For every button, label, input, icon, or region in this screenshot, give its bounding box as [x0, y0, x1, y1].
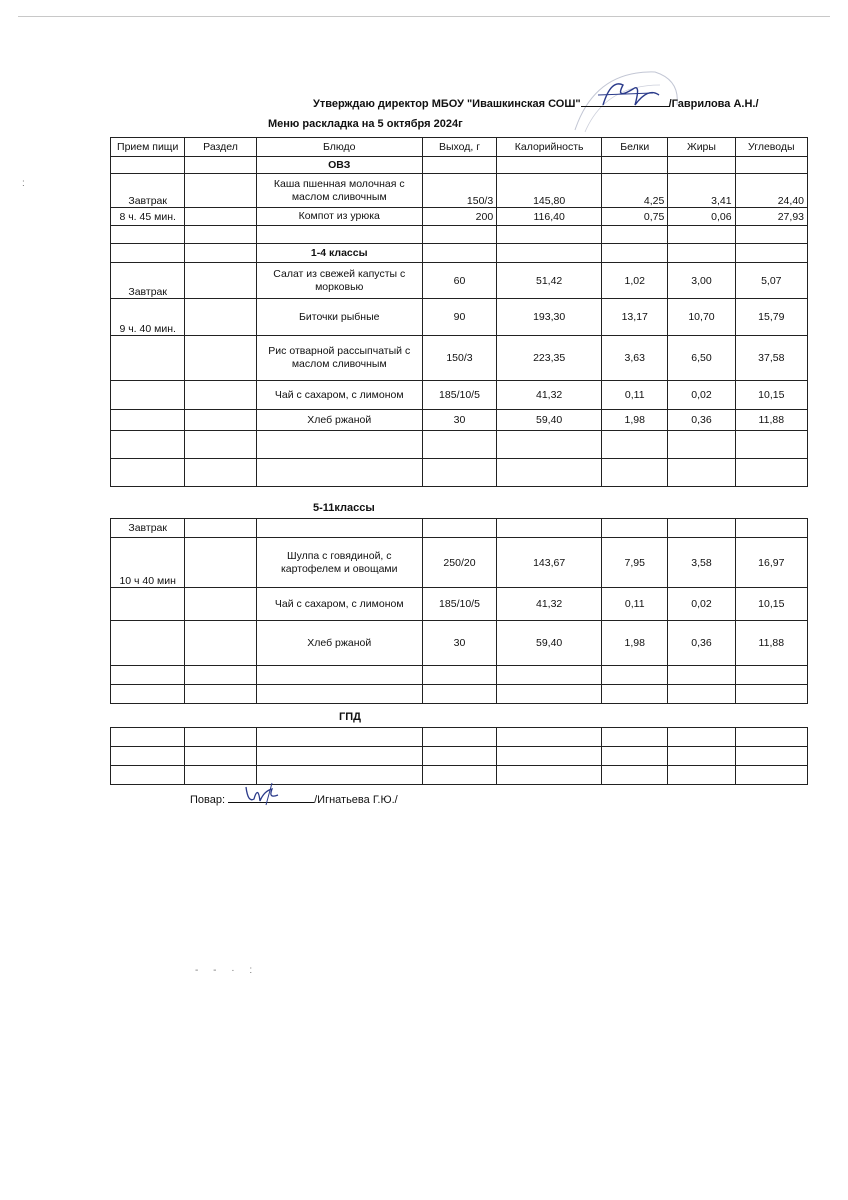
dish-protein: 13,17	[602, 299, 668, 336]
dish-protein: 0,11	[602, 588, 668, 621]
section-title-senior: 5-11классы	[313, 502, 375, 514]
col-header: Выход, г	[422, 138, 496, 157]
table-row	[111, 410, 808, 431]
dish-fat: 3,00	[668, 263, 735, 299]
dish-name: Хлеб ржаной	[256, 621, 422, 666]
table-row	[111, 621, 808, 666]
dish-carbs: 37,58	[735, 336, 807, 381]
empty-row	[111, 685, 808, 704]
table-row	[111, 588, 808, 621]
dish-carbs: 5,07	[735, 263, 807, 299]
meal-label: Завтрак	[111, 263, 185, 299]
dish-protein: 1,98	[602, 410, 668, 431]
menu-table-main	[110, 137, 808, 487]
dish-protein: 3,63	[602, 336, 668, 381]
dish-name: Чай с сахаром, с лимоном	[256, 588, 422, 621]
meal-time: 10 ч 40 мин	[111, 538, 185, 588]
empty-row	[111, 728, 808, 747]
dish-carbs: 10,15	[735, 588, 807, 621]
dish-kcal: 41,32	[497, 381, 602, 410]
table-row	[111, 336, 808, 381]
col-header: Углеводы	[735, 138, 807, 157]
col-header: Блюдо	[256, 138, 422, 157]
cook-name: /Игнатьева Г.Ю./	[314, 794, 398, 806]
section-row-primary	[111, 244, 808, 263]
empty-row	[111, 747, 808, 766]
table-header-row	[111, 138, 808, 157]
dish-kcal: 59,40	[497, 410, 602, 431]
dish-output: 250/20	[422, 538, 496, 588]
cook-signature	[228, 793, 314, 803]
table-row	[111, 381, 808, 410]
empty-row	[111, 459, 808, 487]
dish-output: 150/3	[422, 174, 496, 208]
dish-carbs: 11,88	[735, 621, 807, 666]
dish-protein: 4,25	[602, 174, 668, 208]
dish-fat: 3,41	[668, 174, 735, 208]
empty-row	[111, 766, 808, 785]
section-label: 1-4 классы	[256, 244, 422, 263]
dish-name: Салат из свежей капусты с морковью	[256, 263, 422, 299]
cook-label: Повар:	[190, 794, 226, 806]
dish-carbs: 27,93	[735, 208, 807, 226]
col-header: Раздел	[185, 138, 256, 157]
dish-protein: 1,02	[602, 263, 668, 299]
dish-carbs: 24,40	[735, 174, 807, 208]
dish-name: Каша пшенная молочная с маслом сливочным	[256, 174, 422, 208]
dish-fat: 0,36	[668, 410, 735, 431]
director-signature	[581, 97, 669, 107]
menu-table-gpd	[110, 727, 808, 785]
dish-output: 60	[422, 263, 496, 299]
approval-line	[313, 97, 759, 110]
table-row	[111, 263, 808, 299]
page-title: Меню раскладка на 5 октября 2024г	[268, 118, 463, 130]
dish-name: Шулпа с говядиной, с картофелем и овощами	[256, 538, 422, 588]
empty-row	[111, 431, 808, 459]
table-row	[111, 519, 808, 538]
section-title-gpd: ГПД	[339, 711, 361, 723]
meal-label: Завтрак	[111, 519, 185, 538]
dish-kcal: 51,42	[497, 263, 602, 299]
dish-fat: 0,06	[668, 208, 735, 226]
meal-time: 8 ч. 45 мин.	[111, 208, 185, 226]
scan-speck: :	[22, 178, 25, 189]
dish-protein: 0,11	[602, 381, 668, 410]
table-row	[111, 538, 808, 588]
col-header: Калорийность	[497, 138, 602, 157]
dish-fat: 0,36	[668, 621, 735, 666]
dish-kcal: 143,67	[497, 538, 602, 588]
meal-label: Завтрак	[111, 174, 185, 208]
scan-speck: - - · :	[195, 965, 259, 976]
dish-output: 185/10/5	[422, 381, 496, 410]
dish-carbs: 16,97	[735, 538, 807, 588]
dish-output: 30	[422, 621, 496, 666]
table-row	[111, 208, 808, 226]
dish-protein: 0,75	[602, 208, 668, 226]
dish-protein: 1,98	[602, 621, 668, 666]
dish-output: 150/3	[422, 336, 496, 381]
dish-output: 185/10/5	[422, 588, 496, 621]
dish-fat: 3,58	[668, 538, 735, 588]
dish-carbs: 15,79	[735, 299, 807, 336]
dish-output: 200	[422, 208, 496, 226]
col-header: Жиры	[668, 138, 735, 157]
dish-output: 90	[422, 299, 496, 336]
empty-row	[111, 666, 808, 685]
dish-kcal: 41,32	[497, 588, 602, 621]
dish-name: Биточки рыбные	[256, 299, 422, 336]
approval-name: /Гаврилова А.Н./	[668, 98, 759, 110]
dish-name: Чай с сахаром, с лимоном	[256, 381, 422, 410]
empty-row	[111, 226, 808, 244]
col-header: Белки	[602, 138, 668, 157]
scan-edge-line	[18, 16, 830, 17]
dish-fat: 0,02	[668, 588, 735, 621]
dish-kcal: 193,30	[497, 299, 602, 336]
section-row-ovz	[111, 157, 808, 174]
meal-time: 9 ч. 40 мин.	[111, 299, 185, 336]
dish-protein: 7,95	[602, 538, 668, 588]
dish-kcal: 145,80	[497, 174, 602, 208]
dish-carbs: 10,15	[735, 381, 807, 410]
dish-kcal: 223,35	[497, 336, 602, 381]
menu-table-senior	[110, 518, 808, 704]
dish-name: Компот из урюка	[256, 208, 422, 226]
dish-kcal: 116,40	[497, 208, 602, 226]
dish-carbs: 11,88	[735, 410, 807, 431]
section-label: ОВЗ	[256, 157, 422, 174]
dish-name: Рис отварной рассыпчатый с маслом сливочным	[256, 336, 422, 381]
col-header: Прием пищи	[111, 138, 185, 157]
dish-fat: 0,02	[668, 381, 735, 410]
cook-signature-line	[190, 793, 398, 806]
dish-kcal: 59,40	[497, 621, 602, 666]
table-row	[111, 299, 808, 336]
dish-fat: 6,50	[668, 336, 735, 381]
dish-name: Хлеб ржаной	[256, 410, 422, 431]
dish-output: 30	[422, 410, 496, 431]
table-row	[111, 174, 808, 208]
approval-text: Утверждаю директор МБОУ "Ивашкинская СОШ"	[313, 98, 581, 110]
dish-fat: 10,70	[668, 299, 735, 336]
